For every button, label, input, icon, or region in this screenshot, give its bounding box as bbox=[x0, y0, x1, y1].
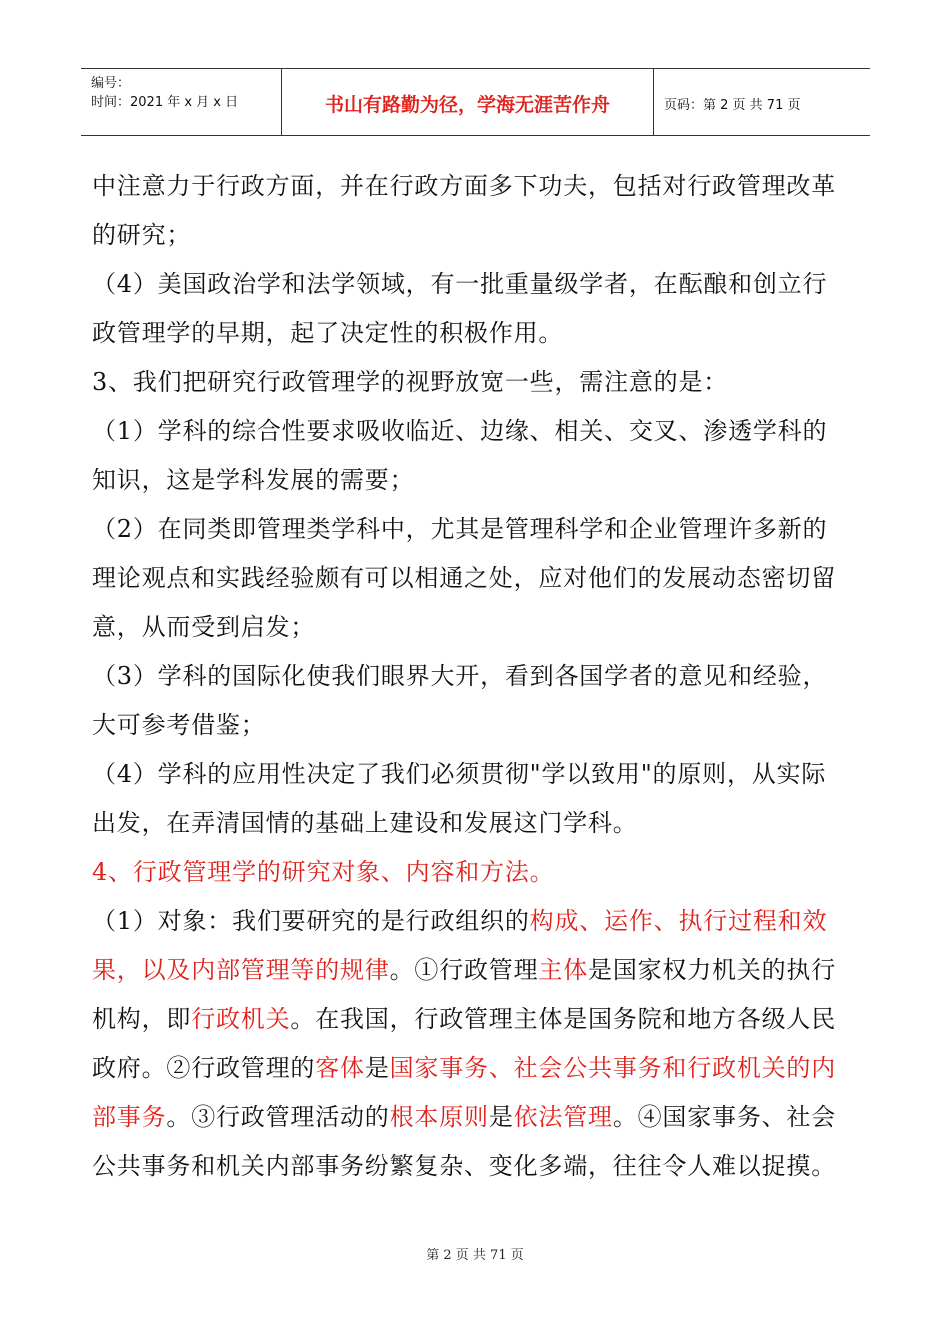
text-line bbox=[92, 799, 862, 848]
text-segment: 。③行政管理活动的 bbox=[166, 1103, 390, 1131]
text-segment: 意，从而受到启发； bbox=[92, 613, 316, 641]
header-info-cell bbox=[81, 69, 282, 135]
text-segment: （4）美国政治学和法学领域，有一批重量级学者，在酝酿和创立行 bbox=[92, 270, 828, 298]
highlighted-text: 构成、运作、执行过程和效 bbox=[529, 907, 828, 935]
text-line bbox=[92, 603, 862, 652]
text-line bbox=[92, 897, 862, 946]
highlighted-text: 行政机关 bbox=[191, 1005, 291, 1033]
text-segment: 。在我国，行政管理主体是国务院和地方各级人民 bbox=[290, 1005, 837, 1033]
text-segment: 的研究； bbox=[92, 221, 192, 249]
highlighted-text: 国家事务、社会公共事务和行政机关的内 bbox=[389, 1054, 837, 1082]
header-page-cell bbox=[654, 69, 870, 135]
text-segment: 出发，在弄清国情的基础上建设和发展这门学科。 bbox=[92, 809, 638, 837]
text-line bbox=[92, 946, 862, 995]
text-segment: 大可参考借鉴； bbox=[92, 711, 266, 739]
text-line bbox=[92, 1142, 862, 1191]
highlighted-text: 4、行政管理学的研究对象、内容和方法。 bbox=[92, 858, 555, 886]
text-segment: 是 bbox=[488, 1103, 514, 1131]
header-motto: 书山有路勤为径，学海无涯苦作舟 bbox=[324, 94, 610, 116]
text-segment: 。①行政管理 bbox=[389, 956, 539, 984]
text-line bbox=[92, 309, 862, 358]
text-segment: 政管理学的早期，起了决定性的积极作用。 bbox=[92, 319, 564, 347]
text-line bbox=[92, 505, 862, 554]
text-line bbox=[92, 211, 862, 260]
text-segment: （2）在同类即管理类学科中，尤其是管理科学和企业管理许多新的 bbox=[92, 515, 828, 543]
highlighted-text: 部事务 bbox=[92, 1103, 167, 1131]
text-segment: （1）对象：我们要研究的是行政组织的 bbox=[92, 907, 530, 935]
text-segment: 理论观点和实践经验颇有可以相通之处，应对他们的发展动态密切留 bbox=[92, 564, 836, 592]
text-segment: （1）学科的综合性要求吸收临近、边缘、相关、交叉、渗透学科的 bbox=[92, 417, 828, 445]
text-segment: 中注意力于行政方面，并在行政方面多下功夫，包括对行政管理改革 bbox=[92, 172, 836, 200]
text-line bbox=[92, 260, 862, 309]
text-line bbox=[92, 358, 862, 407]
text-segment: 机构，即 bbox=[92, 1005, 192, 1033]
text-segment: （4）学科的应用性决定了我们必须贯彻"学以致用"的原则，从实际 bbox=[92, 760, 827, 788]
text-segment: 公共事务和机关内部事务纷繁复杂、变化多端，往往令人难以捉摸。 bbox=[92, 1152, 836, 1180]
text-line bbox=[92, 407, 862, 456]
body-text bbox=[92, 162, 862, 1191]
text-line bbox=[92, 652, 862, 701]
text-line bbox=[92, 848, 862, 897]
text-segment: 政府。②行政管理的 bbox=[92, 1054, 316, 1082]
highlighted-text: 客体 bbox=[315, 1054, 365, 1082]
page-header bbox=[81, 68, 870, 136]
document-number-label: 编号： bbox=[91, 76, 131, 91]
highlighted-text: 果，以及内部管理等的规律 bbox=[92, 956, 390, 984]
text-line bbox=[92, 456, 862, 505]
text-segment: （3）学科的国际化使我们眼界大开，看到各国学者的意见和经验， bbox=[92, 662, 828, 690]
text-segment: 3、我们把研究行政管理学的视野放宽一些，需注意的是： bbox=[92, 368, 729, 396]
text-line bbox=[92, 162, 862, 211]
text-line bbox=[92, 995, 862, 1044]
text-segment: 是 bbox=[364, 1054, 390, 1082]
text-segment: 。④国家事务、社会 bbox=[612, 1103, 837, 1131]
highlighted-text: 根本原则 bbox=[389, 1103, 489, 1131]
text-line bbox=[92, 1093, 862, 1142]
text-line bbox=[92, 750, 862, 799]
document-date: 时间：2021 年 x 月 x 日 bbox=[91, 95, 239, 110]
header-page-info: 页码：第 2 页 共 71 页 bbox=[664, 98, 801, 113]
text-line bbox=[92, 1044, 862, 1093]
highlighted-text: 依法管理 bbox=[513, 1103, 613, 1131]
text-line bbox=[92, 701, 862, 750]
text-line bbox=[92, 554, 862, 603]
page-footer: 第 2 页 共 71 页 bbox=[426, 1248, 524, 1263]
header-motto-cell bbox=[282, 69, 654, 135]
text-segment: 是国家权力机关的执行 bbox=[588, 956, 837, 984]
highlighted-text: 主体 bbox=[538, 956, 589, 984]
text-segment: 知识，这是学科发展的需要； bbox=[92, 466, 415, 494]
